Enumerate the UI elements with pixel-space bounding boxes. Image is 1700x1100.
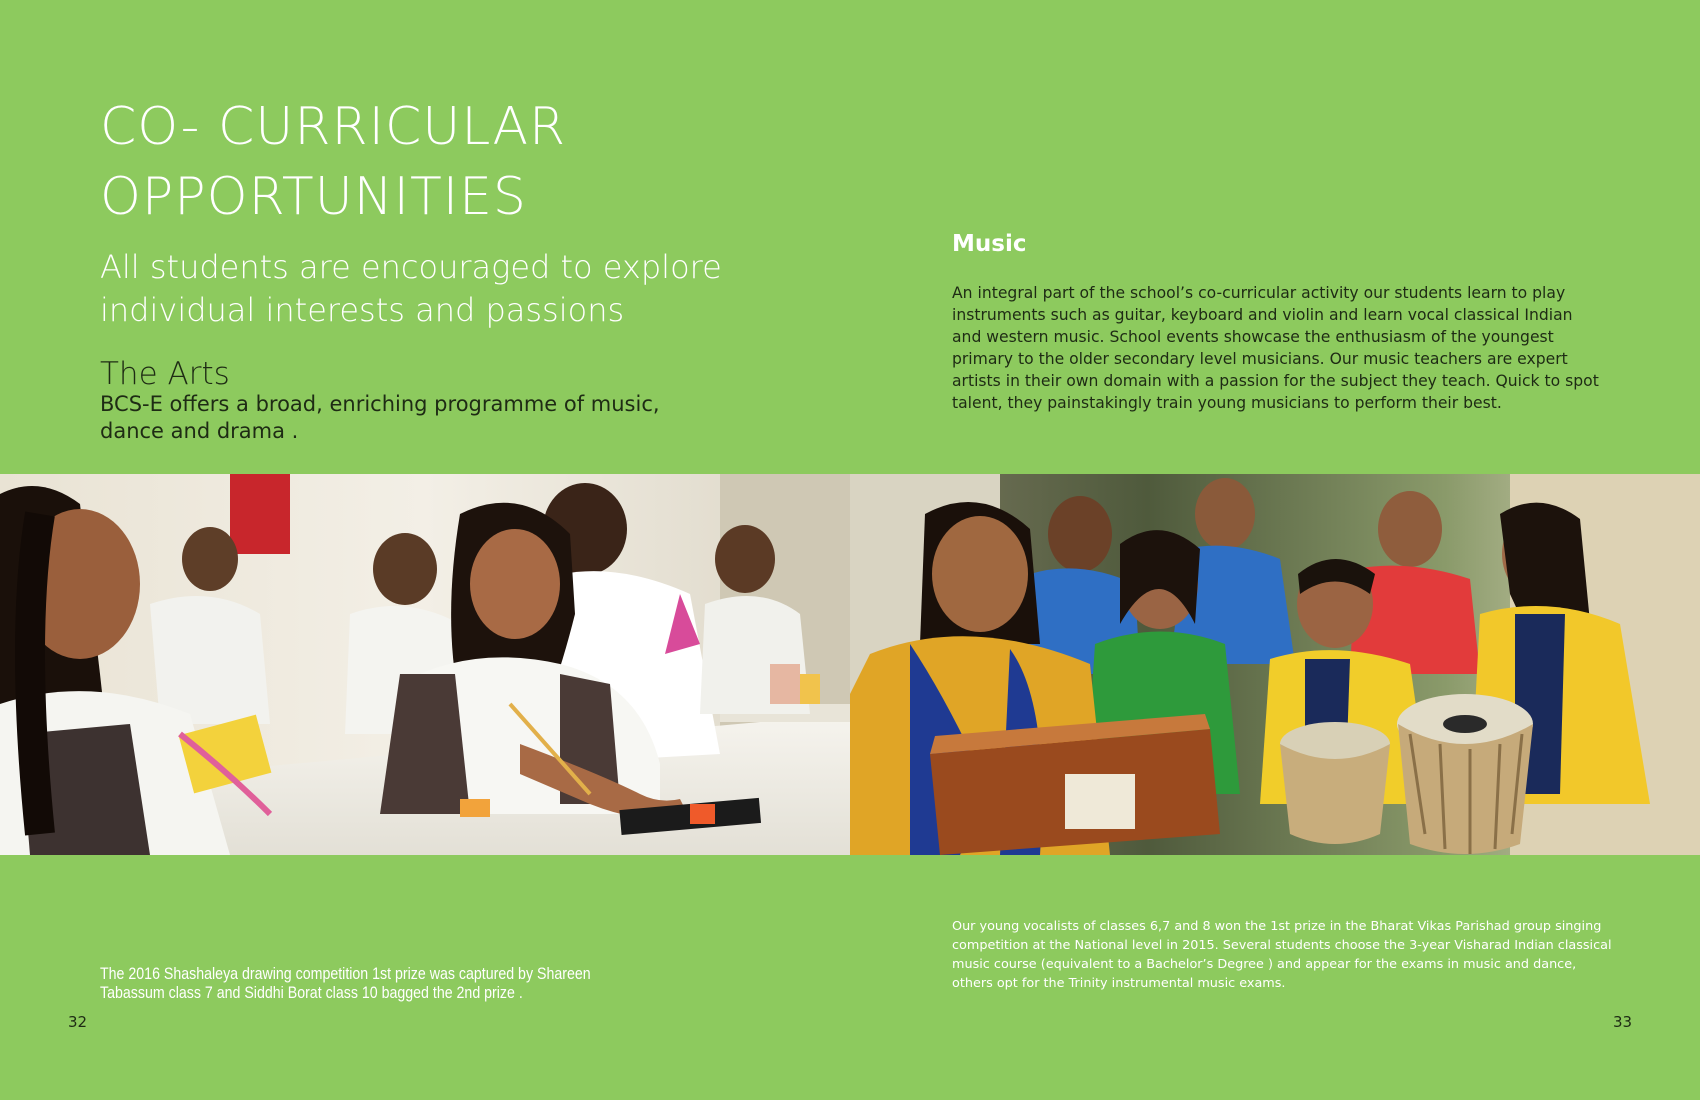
page-number-right: 33 [1613,1013,1633,1031]
music-body: An integral part of the school’s co-curricular activity our students learn to play instruments such as guitar, keyboard and violin and learn vocal classical Indian and western music. School events showcase the enthusiasm of the youngest primary to the older secondary level musicians. Our music teachers are expert artists in their own domain with a passion for the subject they teach. Quick to spot talent, they painstakingly train young musicians to perform their best. [952,284,1599,412]
title-line-2: OPPORTUNITIES [100,167,527,227]
photo-band [0,474,1700,855]
arts-body: BCS-E offers a broad, enriching programme of music, dance and drama . [100,392,660,443]
art-class-photo [0,474,850,855]
arts-heading: The Arts [100,356,230,392]
music-heading: Music [952,231,1027,257]
page-subtitle: All students are encouraged to explore individual interests and passions [100,248,722,329]
page-number-left: 32 [68,1013,88,1031]
page-title [100,92,720,232]
title-line-1: CO- CURRICULAR [100,97,567,157]
music-class-photo [850,474,1700,855]
art-photo-caption: The 2016 Shashaleya drawing competition 1st prize was captured by Shareen Tabassum class 7 and Siddhi Borat class 10 bagged the 2nd prize . [100,965,591,1002]
music-photo-caption: Our young vocalists of classes 6,7 and 8 won the 1st prize in the Bharat Vikas Parishad group singing competition at the National level in 2015. Several students choose the 3-year Visharad Indian classical music course (equivalent to a Bachelor’s Degree ) and appear for the exams in music and dance, others opt for the Trinity instrumental music exams. [952,919,1612,991]
